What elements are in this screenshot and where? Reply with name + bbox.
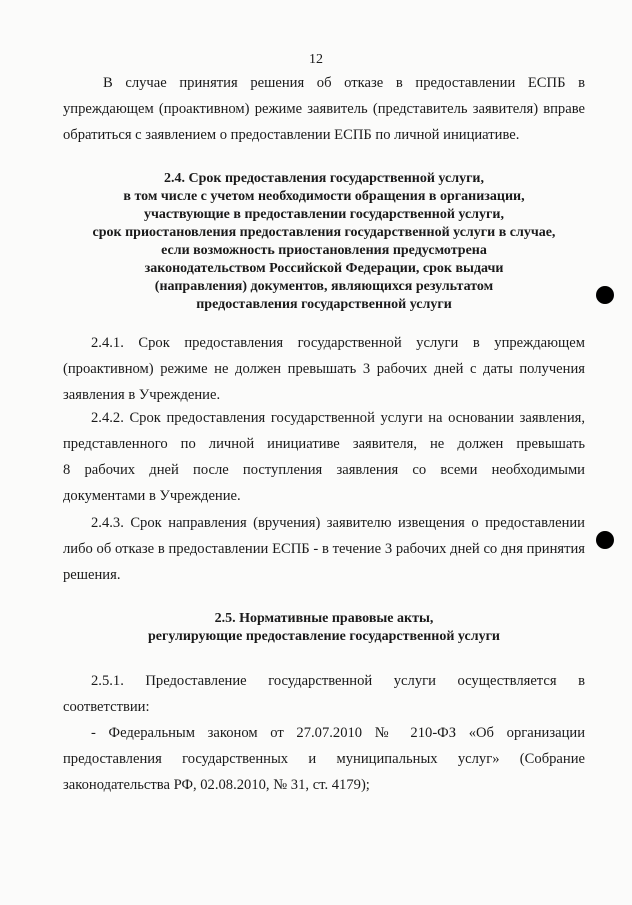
text-line: 2.5.1. Предоставление государственной услуги осуществляется в	[91, 673, 585, 689]
paragraph-intro	[63, 70, 585, 148]
heading-line: (направления) документов, являющихся результатом	[154, 279, 494, 294]
text-line: соответствии:	[63, 699, 150, 715]
paragraph-2-5-1	[63, 668, 585, 720]
text-line: (проактивном) режиме не должен превышать 3 рабочих дней с даты получения	[63, 361, 585, 377]
heading-line: если возможность приостановления предусмотрена	[161, 243, 487, 258]
heading-line: 2.4. Срок предоставления государственной услуги,	[164, 171, 484, 186]
paragraph-2-4-2	[63, 405, 585, 509]
paragraph-2-4-3	[63, 510, 585, 588]
text-line: представленного по личной инициативе заявителя, не должен превышать	[63, 436, 585, 452]
text-line: - Федеральным законом от 27.07.2010 № 210-ФЗ «Об организации	[91, 725, 585, 741]
heading-line: предоставления государственной услуги	[196, 297, 452, 312]
text-line: либо об отказе в предоставлении ЕСПБ - в течение 3 рабочих дней со дня принятия	[63, 541, 585, 557]
heading-line: участвующие в предоставлении государственной услуги,	[144, 207, 504, 222]
text-line: заявления в Учреждение.	[63, 387, 221, 403]
binder-hole-mark	[596, 531, 614, 549]
heading-line: срок приостановления предоставления государственной услуги в случае,	[92, 225, 556, 240]
text-line: законодательства РФ, 02.08.2010, № 31, ст. 4179);	[63, 777, 370, 793]
section-heading-2-4	[63, 170, 585, 314]
text-line: обратиться с заявлением о предоставлении ЕСПБ по личной инициативе.	[63, 127, 520, 143]
heading-line: 2.5. Нормативные правовые акты,	[214, 611, 434, 626]
text-line: предоставления государственных и муниципальных услуг» (Собрание	[63, 751, 585, 767]
text-line: решения.	[63, 567, 121, 583]
text-line: 2.4.2. Срок предоставления государственной услуги на основании заявления,	[91, 410, 585, 426]
text-line: В случае принятия решения об отказе в предоставлении ЕСПБ в	[103, 75, 585, 91]
heading-line: законодательством Российской Федерации, срок выдачи	[144, 261, 504, 276]
text-line: 2.4.3. Срок направления (вручения) заявителю извещения о предоставлении	[91, 515, 585, 531]
paragraph-law-210fz	[63, 720, 585, 798]
text-line: 2.4.1. Срок предоставления государственной услуги в упреждающем	[91, 335, 585, 351]
paragraph-2-4-1	[63, 330, 585, 408]
binder-hole-mark	[596, 286, 614, 304]
text-line: документами в Учреждение.	[63, 488, 241, 504]
page-number: 12	[309, 52, 323, 67]
section-heading-2-5	[63, 610, 585, 646]
heading-line: в том числе с учетом необходимости обращения в организации,	[123, 189, 525, 204]
text-line: 8 рабочих дней после поступления заявления со всеми необходимыми	[63, 462, 585, 478]
text-line: упреждающем (проактивном) режиме заявитель (представитель заявителя) вправе	[63, 101, 585, 117]
heading-line: регулирующие предоставление государственной услуги	[148, 629, 500, 644]
